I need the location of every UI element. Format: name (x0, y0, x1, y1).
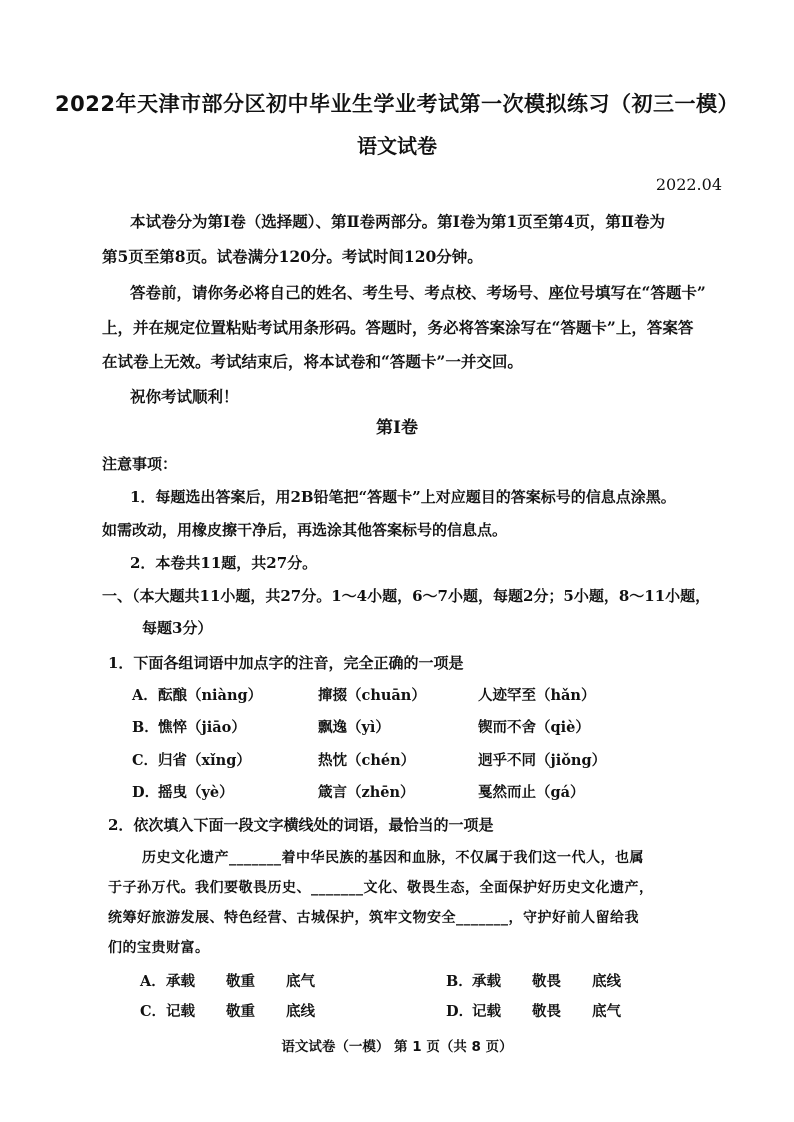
q1-option-b-word-3: 锲而不舍（qiè） (478, 719, 590, 736)
q1-option-d-label: D． (132, 784, 160, 801)
intro-line-3: 答卷前，请你务必将自己的姓名、考生号、考点校、考场号、座位号填写在“答题卡” (130, 283, 706, 302)
page-footer: 语文试卷（一模） 第 1 页（共 8 页） (281, 1039, 513, 1055)
q1-option-b-label: B． (132, 719, 159, 736)
q2-passage-line-4: 们的宝贵财富。 (108, 940, 210, 956)
q2-option-d-word-1: 记载 (472, 1003, 501, 1020)
q1-option-d-word-3: 戛然而止（gá） (478, 784, 585, 801)
intro-line-1: 本试卷分为第Ⅰ卷（选择题）、第Ⅱ卷两部分。第Ⅰ卷为第1页至第4页，第Ⅱ卷为 (130, 212, 665, 231)
q2-option-d-label: D． (446, 1003, 474, 1020)
note-1-line-2: 如需改动，用橡皮擦干净后，再选涂其他答案标号的信息点。 (102, 521, 508, 539)
q1-option-a-word-2: 撺掇（chuān） (318, 687, 426, 704)
q2-passage-line-1: 历史文化遗产_______着中华民族的基因和血脉，不仅属于我们这一代人，也属 (142, 850, 644, 866)
intro-line-6: 祝你考试顺利！ (130, 387, 239, 406)
exam-date: 2022.04 (655, 175, 722, 194)
q1-option-b-word-1: 憔悴（jiāo） (158, 719, 246, 736)
note-2: 2．本卷共11题，共27分。 (130, 554, 318, 572)
q1-option-c-word-3: 迥乎不同（jiǒng） (478, 752, 607, 769)
q1-option-c-word-1: 归省（xǐng） (158, 752, 251, 769)
section-heading: 第Ⅰ卷 (376, 418, 418, 438)
q2-option-c-word-3: 底线 (286, 1003, 315, 1020)
q2-passage-line-3: 统筹好旅游发展、特色经营、古城保护，筑牢文物安全_______，守护好前人留给我 (108, 910, 639, 926)
q1-option-b-word-2: 飘逸（yì） (318, 719, 390, 736)
note-1-line-1: 1．每题选出答案后，用2B铅笔把“答题卡”上对应题目的答案标号的信息点涂黑。 (130, 488, 676, 506)
exam-title: 2022年天津市部分区初中毕业生学业考试第一次模拟练习（初三一模） (55, 92, 739, 116)
q2-option-a-label: A． (140, 973, 166, 990)
q1-option-c-label: C． (132, 752, 159, 769)
q1-stem: 1．下面各组词语中加点字的注音，完全正确的一项是 (108, 654, 464, 672)
q2-option-d-word-3: 底气 (592, 1003, 621, 1020)
exam-subtitle: 语文试卷 (357, 134, 437, 158)
q1-option-c-word-2: 热忱（chén） (318, 752, 416, 769)
q2-option-b-word-1: 承载 (472, 973, 501, 990)
q2-option-c-word-2: 敬重 (226, 1003, 255, 1020)
q2-option-b-word-2: 敬畏 (532, 973, 561, 990)
q2-option-a-word-3: 底气 (286, 973, 315, 990)
q2-passage-line-2: 于子孙万代。我们要敬畏历史、_______文化、敬畏生态，全面保护好历史文化遗产， (108, 880, 654, 896)
q1-option-a-label: A． (132, 687, 158, 704)
q2-option-b-label: B． (446, 973, 473, 990)
q2-option-a-word-1: 承载 (166, 973, 195, 990)
q1-option-a-word-3: 人迹罕至（hǎn） (478, 687, 596, 704)
intro-line-2: 第5页至第8页。试卷满分120分。考试时间120分钟。 (102, 247, 483, 266)
q1-option-d-word-2: 箴言（zhēn） (318, 784, 415, 801)
part-one-heading: 一、（本大题共11小题，共27分。1～4小题，6～7小题，每题2分；5小题，8～11小题， (102, 587, 711, 605)
part-one-heading-cont: 每题3分） (142, 619, 213, 637)
q2-option-d-word-2: 敬畏 (532, 1003, 561, 1020)
q2-option-c-word-1: 记载 (166, 1003, 195, 1020)
q1-option-d-word-1: 摇曳（yè） (158, 784, 234, 801)
q2-option-a-word-2: 敬重 (226, 973, 255, 990)
notes-label: 注意事项： (102, 455, 178, 473)
q1-option-a-word-1: 酝酿（niàng） (158, 687, 263, 704)
intro-line-4: 上，并在规定位置粘贴考试用条形码。答题时，务必将答案涂写在“答题卡”上，答案答 (102, 318, 694, 337)
q2-option-c-label: C． (140, 1003, 167, 1020)
q2-stem: 2．依次填入下面一段文字横线处的词语，最恰当的一项是 (108, 816, 494, 834)
intro-line-5: 在试卷上无效。考试结束后，将本试卷和“答题卡”一并交回。 (102, 352, 523, 371)
q2-option-b-word-3: 底线 (592, 973, 621, 990)
